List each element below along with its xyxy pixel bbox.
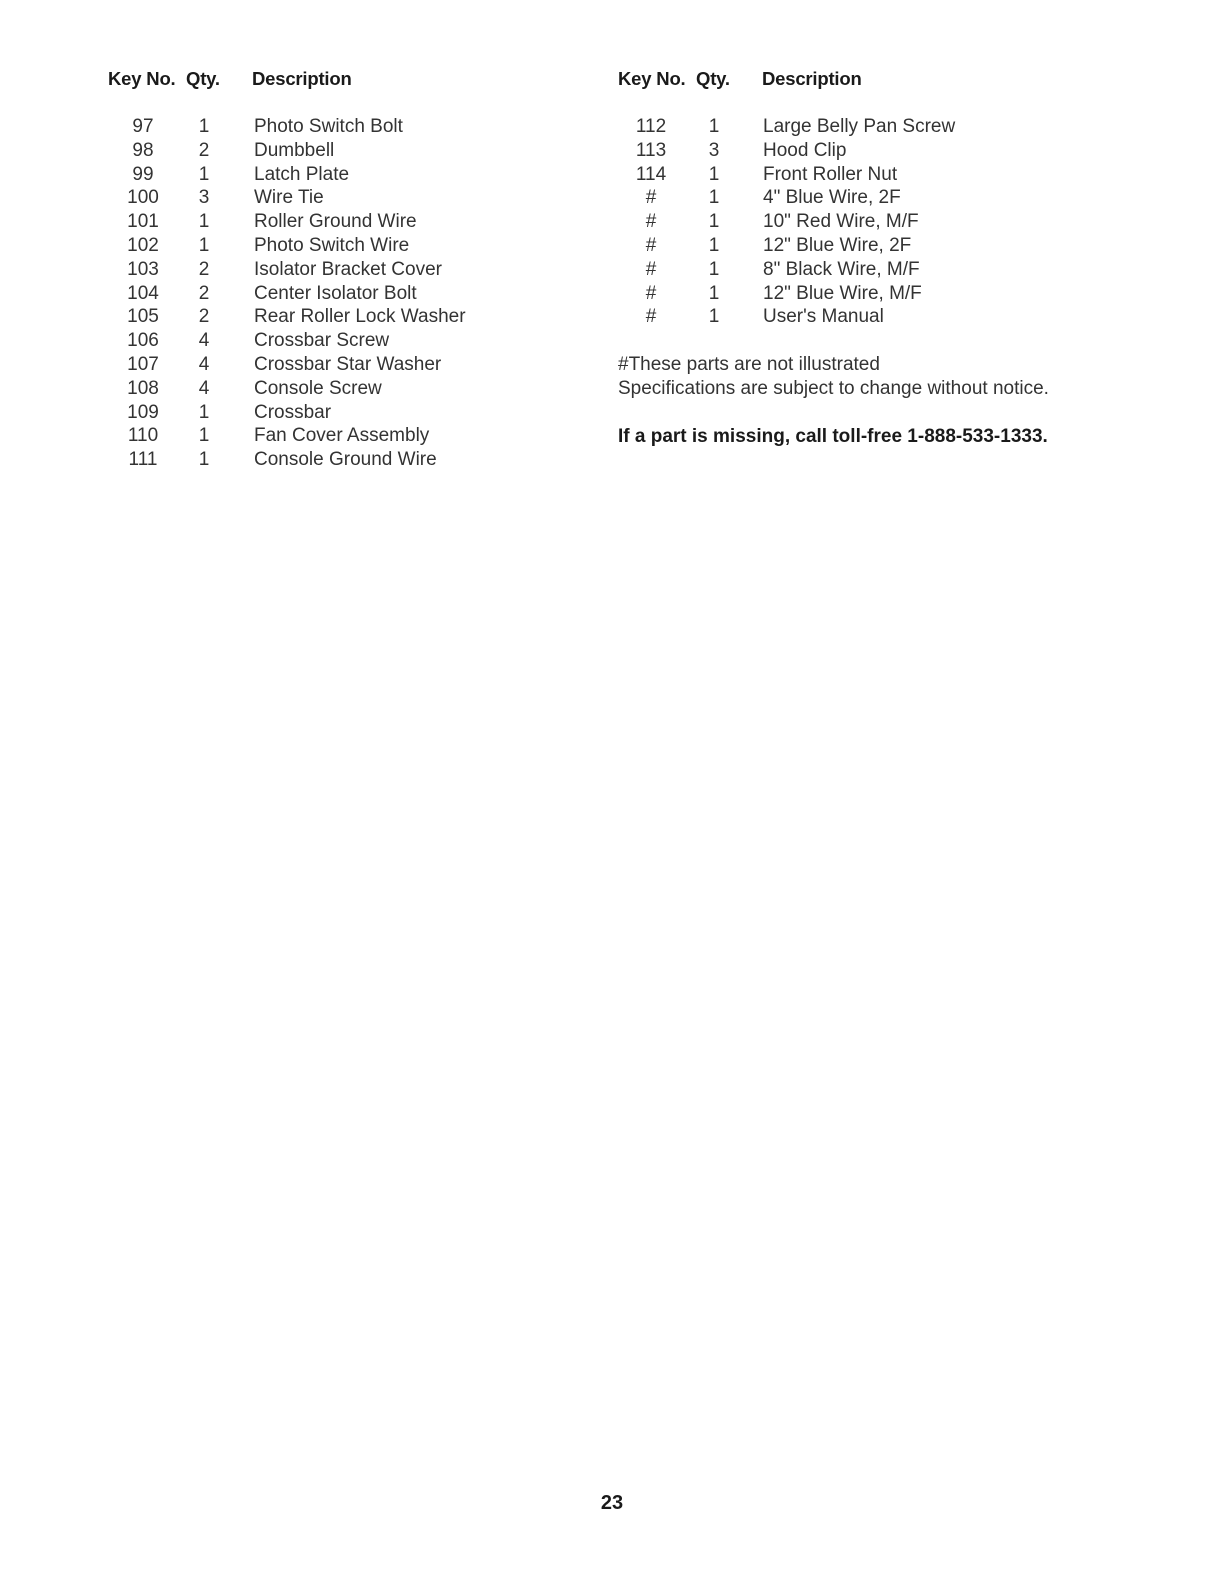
parts-list-right	[618, 68, 1178, 448]
key-no-cell: #	[645, 258, 657, 280]
qty-cell: 1	[708, 187, 720, 209]
table-row	[108, 449, 588, 473]
description-cell: Crossbar Star Washer	[254, 353, 442, 375]
description-cell: Console Screw	[254, 377, 382, 399]
table-row	[108, 187, 588, 211]
description-cell: Photo Switch Bolt	[254, 116, 403, 137]
description-cell: Console Ground Wire	[254, 449, 437, 471]
notes	[618, 354, 1178, 402]
key-no-cell: 112	[635, 116, 667, 137]
description-cell: Dumbbell	[254, 139, 335, 161]
description-cell: Rear Roller Lock Washer	[254, 306, 466, 328]
description-cell: Wire Tie	[254, 187, 324, 209]
qty-cell: 4	[198, 353, 210, 375]
key-no-cell: 99	[132, 163, 154, 185]
qty-cell: 1	[198, 234, 210, 256]
table-row	[108, 330, 588, 354]
description-cell: User's Manual	[763, 306, 884, 328]
description-cell: Roller Ground Wire	[254, 211, 417, 233]
key-no-cell: #	[645, 282, 657, 304]
description-cell: Fan Cover Assembly	[254, 425, 430, 447]
table-row	[108, 211, 588, 235]
header-qty: Qty.	[186, 68, 220, 89]
qty-cell: 3	[708, 139, 720, 161]
key-no-cell: 106	[127, 330, 159, 352]
key-no-cell: 113	[635, 139, 667, 161]
description-cell: Photo Switch Wire	[254, 234, 410, 256]
qty-cell: 1	[708, 163, 720, 185]
key-no-cell: 107	[127, 353, 159, 375]
key-no-cell: 97	[132, 116, 154, 137]
description-cell: 10" Red Wire, M/F	[763, 211, 919, 233]
table-row	[618, 140, 1178, 164]
qty-cell: 1	[198, 116, 210, 137]
table-header	[618, 68, 1178, 94]
table-row	[108, 425, 588, 449]
parts-list-left	[108, 68, 588, 473]
qty-cell: 2	[198, 282, 210, 304]
qty-cell: 4	[198, 330, 210, 352]
key-no-cell: #	[645, 306, 657, 328]
key-no-cell: 101	[127, 211, 159, 233]
missing-part-notice: If a part is missing, call toll-free 1-888-533-1333.	[618, 425, 1048, 447]
qty-cell: 1	[708, 306, 720, 328]
table-row	[108, 259, 588, 283]
table-row	[108, 235, 588, 259]
header-key-no: Key No.	[618, 68, 686, 89]
header-description: Description	[762, 68, 862, 89]
qty-cell: 2	[198, 139, 210, 161]
table-row	[108, 140, 588, 164]
table-row	[618, 116, 1178, 140]
table-row	[108, 378, 588, 402]
page-number: 23	[600, 1492, 624, 1514]
qty-cell: 1	[708, 211, 720, 233]
header-qty: Qty.	[696, 68, 730, 89]
key-no-cell: 105	[127, 306, 159, 328]
key-no-cell: 104	[127, 282, 159, 304]
key-no-cell: #	[645, 187, 657, 209]
key-no-cell: #	[645, 234, 657, 256]
header-key-no: Key No.	[108, 68, 176, 89]
table-row	[108, 164, 588, 188]
table-row	[618, 259, 1178, 283]
table-row	[108, 402, 588, 426]
table-header	[108, 68, 588, 94]
key-no-cell: #	[645, 211, 657, 233]
not-illustrated-note: #These parts are not illustrated	[618, 354, 880, 376]
key-no-cell: 103	[127, 258, 159, 280]
description-cell: Front Roller Nut	[763, 163, 898, 185]
qty-cell: 1	[198, 211, 210, 233]
key-no-cell: 110	[127, 425, 159, 447]
qty-cell: 1	[708, 282, 720, 304]
table-row	[618, 211, 1178, 235]
key-no-cell: 109	[127, 401, 159, 423]
qty-cell: 2	[198, 306, 210, 328]
table-row	[618, 164, 1178, 188]
header-description: Description	[252, 68, 352, 89]
description-cell: 8" Black Wire, M/F	[763, 258, 920, 280]
key-no-cell: 114	[635, 163, 667, 185]
qty-cell: 1	[708, 258, 720, 280]
table-row	[618, 306, 1178, 330]
parts-rows	[618, 116, 1178, 330]
key-no-cell: 98	[132, 139, 154, 161]
table-row	[108, 283, 588, 307]
qty-cell: 1	[198, 449, 210, 471]
description-cell: Crossbar	[254, 401, 332, 423]
description-cell: Center Isolator Bolt	[254, 282, 417, 304]
description-cell: Large Belly Pan Screw	[763, 116, 956, 137]
description-cell: 12" Blue Wire, 2F	[763, 234, 912, 256]
key-no-cell: 111	[128, 449, 158, 471]
description-cell: Hood Clip	[763, 139, 847, 161]
qty-cell: 1	[708, 116, 720, 137]
qty-cell: 1	[198, 163, 210, 185]
description-cell: Crossbar Screw	[254, 330, 390, 352]
description-cell: 12" Blue Wire, M/F	[763, 282, 922, 304]
key-no-cell: 102	[127, 234, 159, 256]
qty-cell: 3	[198, 187, 210, 209]
description-cell: 4" Blue Wire, 2F	[763, 187, 901, 209]
description-cell: Isolator Bracket Cover	[254, 258, 442, 280]
table-row	[618, 187, 1178, 211]
specifications-note: Specifications are subject to change without notice.	[618, 377, 1049, 399]
qty-cell: 4	[198, 377, 210, 399]
qty-cell: 2	[198, 258, 210, 280]
key-no-cell: 100	[127, 187, 159, 209]
key-no-cell: 108	[127, 377, 159, 399]
table-row	[618, 235, 1178, 259]
table-row	[108, 116, 588, 140]
qty-cell: 1	[198, 425, 210, 447]
table-row	[108, 354, 588, 378]
qty-cell: 1	[708, 234, 720, 256]
table-row	[618, 283, 1178, 307]
table-row	[108, 306, 588, 330]
qty-cell: 1	[198, 401, 210, 423]
parts-rows	[108, 116, 588, 473]
description-cell: Latch Plate	[254, 163, 350, 185]
